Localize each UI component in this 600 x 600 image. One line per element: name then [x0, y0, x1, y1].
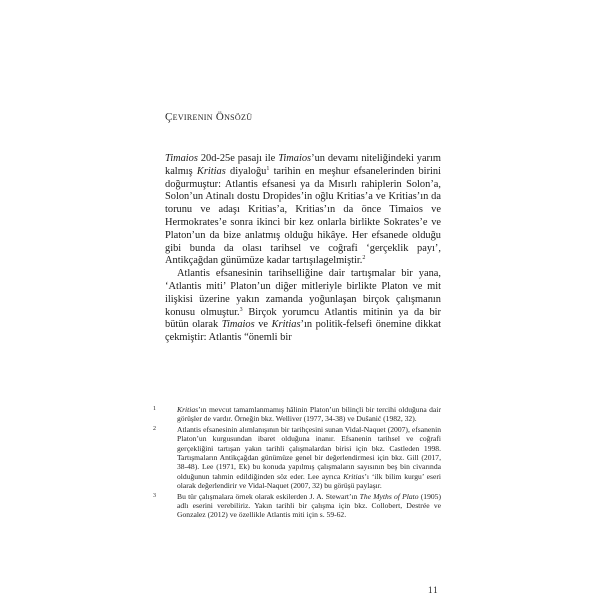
text-italic: Timaios: [165, 153, 198, 164]
footnotes: [153, 405, 441, 521]
text-span: ’un devamı niteliğindeki yarım kalmış: [165, 153, 441, 177]
text-span: ’ın politik-felsefi önemine dikkat çekmiştir: Atlantis “önemli bir: [165, 319, 442, 344]
text-span: Bu tür çalışmalara örnek olarak eskilerden J. A. Stewart’ın: [177, 491, 360, 501]
text-span: Birçok yorumcu Atlantis mitinin ya da bir bütün olarak: [165, 306, 441, 331]
footnote-number: 1: [153, 406, 156, 412]
text-italic: Kritias: [177, 405, 199, 414]
footnote-1: [153, 405, 441, 424]
text-span: ve: [254, 319, 272, 331]
footnote-number: 2: [153, 425, 156, 432]
chapter-heading: Çevirenin Önsözü: [165, 111, 253, 123]
page-number: 11: [428, 585, 439, 595]
text-italic: The Myths of Plato: [359, 491, 419, 501]
text-span: ’ın mevcut tamamlanmamış hâlinin Platon’un bilinçli bir tercihi olduğuna dair görüşler de vardır. Örneğin bkz. Welliver (1977, 34-38) ve Dušanić (1982, 32).: [177, 405, 441, 424]
text-span: Atlantis efsanesinin alımlanışının bir tarihçesini sunan Vidal-Naquet (2007), efsanenin Platon’un kurgusundan ibaret olduğuna inanır. Efsanenin tarihsel ve coğrafi gerçekliğini tartışan yakın tarihli çalışmalardan birisi için bkz. Castleden 1998. Tartışmaların Antikçağdan günümüze genel bir değerlendirmesi için bkz. Gill (2017, 38-48). Lee (1971, Ek) bu konuda yapılmış çalışmaların sayısının beş bin civarında olduğunun tahmin edildiğinden söz eder. Lee ayrıca: [177, 424, 441, 481]
text-span: Atlantis efsanesinin tarihselliğine dair tartışmalar bir yana, ‘Atlantis miti’ Platon’un diğer mitleriyle birlikte Platon ve mit ilişkisi üzerine yakın zamanda yoğunlaşan birçok çalışmanın konusu olmuştur.: [165, 268, 441, 318]
paragraph-1: [165, 153, 441, 268]
text-span: (1905) adlı eserini verebiliriz. Yakın tarihli bir çalışma için bkz. Collobert, Destrée ve Gonzalez (2012) ve özellikle Atlantis miti için s. 59-62.: [177, 491, 441, 520]
footnote-ref[interactable]: 1: [266, 165, 270, 172]
text-italic: Timaios: [278, 153, 312, 164]
text-italic: Kritias: [271, 319, 301, 331]
main-text: [165, 153, 441, 345]
text-span: 20d-25e pasajı ile: [197, 153, 279, 164]
text-italic: Timaios: [221, 319, 255, 331]
text-span: diyaloğu: [225, 165, 267, 177]
text-span: tarihin en meşhur efsanelerinden birini doğurmuştur: Atlantis efsanesi ya da Mısırlı rahiplerin Solon’a, Solon’un Atinalı dostu Dropides’in oğlu Kritias’a ve Kritias’ın da torunu ve adaşı Kritias’a, Kritias’ın da önce Timaios ve Hermokrates’e sonra ikinci bir kez onlarla birlikte Sokrates’e ve Platon’un da bize anlatmış olduğu hikâye. Her efsanede olduğu gibi bunda da olası tarihsel ve coğrafi ‘gerçeklik payı’, Antikçağdan günümüze kadar tartışılagelmiştir.: [165, 165, 441, 267]
footnote-ref[interactable]: 3: [239, 306, 243, 313]
paragraph-2: [165, 268, 441, 345]
footnote-2: [153, 424, 441, 491]
text-span: ’ı ‘ilk bilim kurgu’ eseri olarak değerlendirir ve Vidal-Naquet (2007, 32) bu görüşü paylaşır.: [177, 471, 441, 491]
text-italic: Kritias: [196, 165, 226, 177]
footnote-ref[interactable]: 2: [362, 255, 366, 262]
text-italic: Kritias: [343, 471, 365, 481]
footnote-number: 3: [153, 492, 156, 499]
footnote-3: [153, 491, 441, 520]
